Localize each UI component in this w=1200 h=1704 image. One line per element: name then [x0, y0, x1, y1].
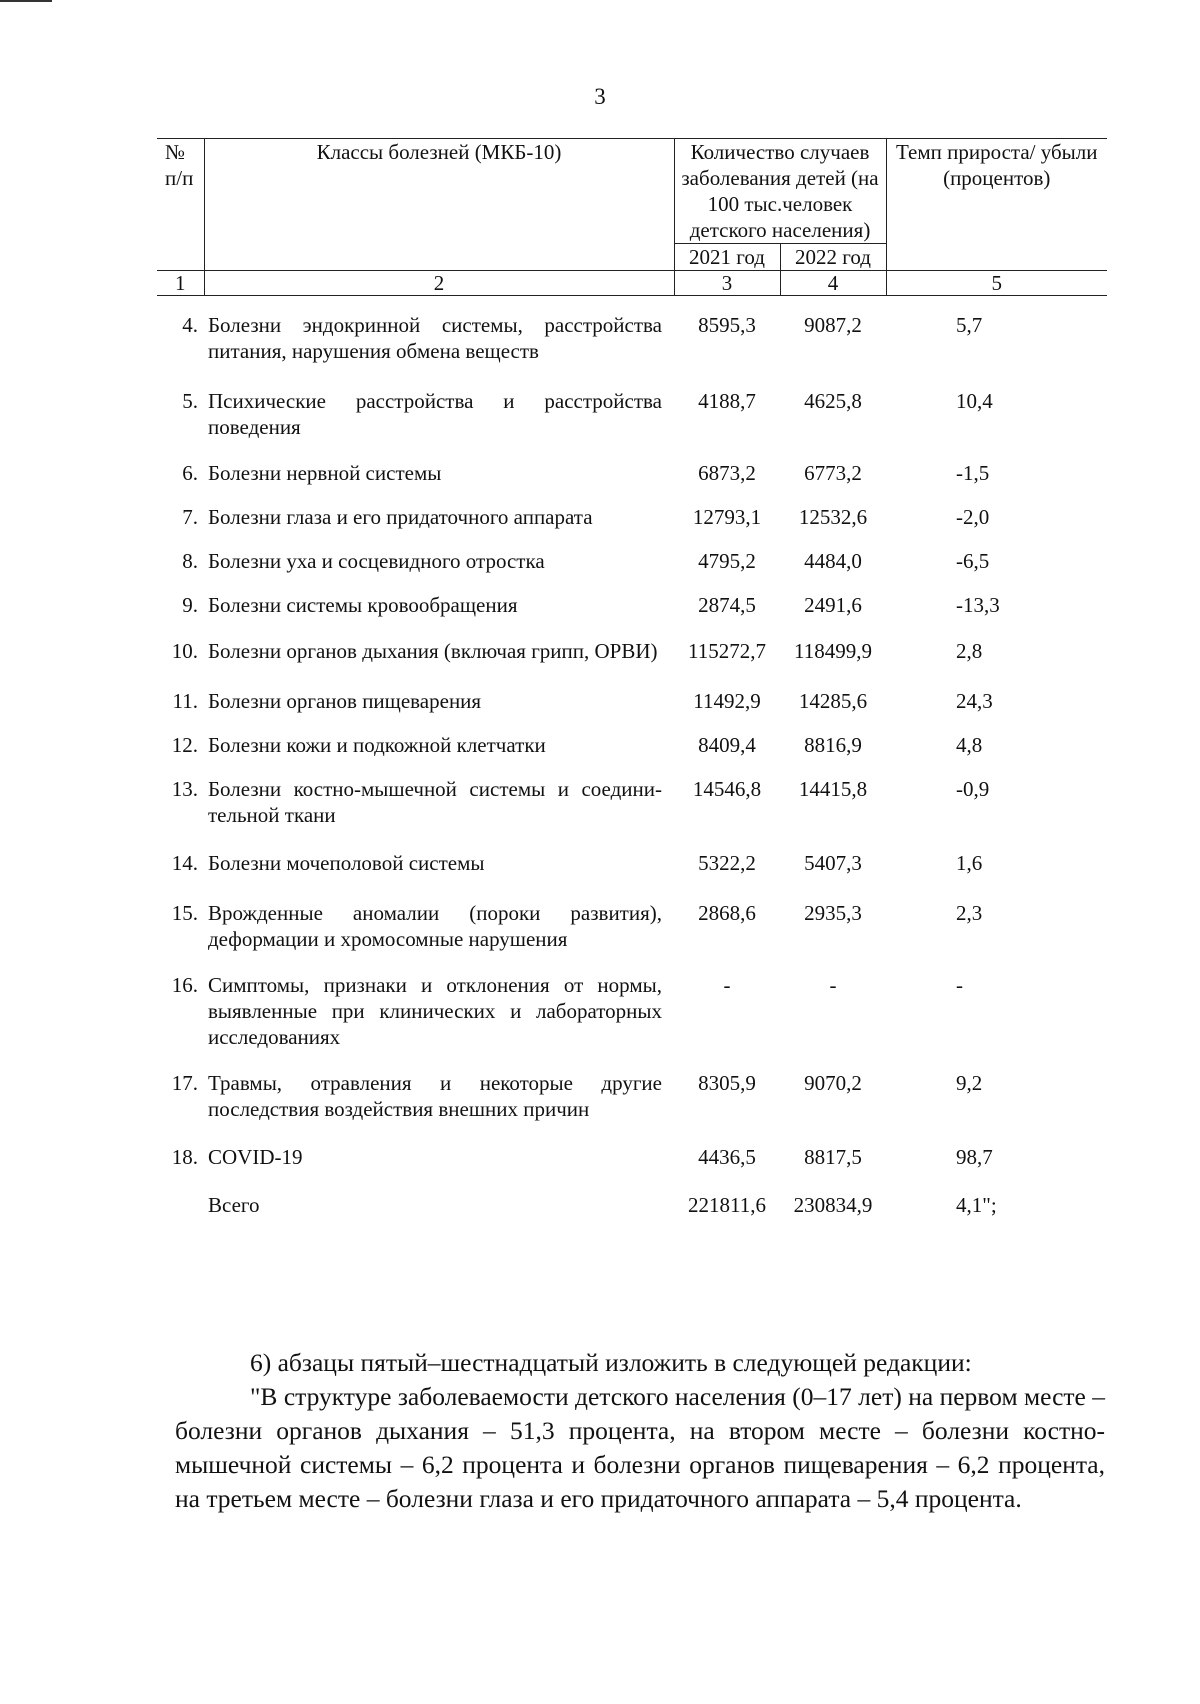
- table-row: [157, 688, 1107, 714]
- value-2022: 9087,2: [804, 313, 862, 337]
- row-number: [157, 1192, 204, 1218]
- value-2021: 2868,6: [698, 901, 756, 925]
- paragraph-amendment: 6) абзацы пятый–шестнадцатый изложить в следующей редакции:: [250, 1348, 972, 1377]
- value-2022: 8817,5: [804, 1145, 862, 1169]
- table-row: [157, 460, 1107, 486]
- row-spacer: [157, 952, 1107, 972]
- growth-rate: -0,9: [956, 777, 990, 801]
- value-2022: 2491,6: [804, 593, 862, 617]
- value-2022: 14415,8: [798, 777, 868, 801]
- value-2021: 12793,1: [692, 505, 762, 529]
- table-body: [157, 296, 1107, 1219]
- header-year-2022: 2022 год: [780, 244, 886, 271]
- row-spacer: [157, 876, 1107, 900]
- value-2022: 5407,3: [804, 851, 862, 875]
- growth-rate: -13,3: [956, 593, 1000, 617]
- row-spacer: [157, 1050, 1107, 1070]
- disease-class: Всего: [208, 1193, 260, 1217]
- disease-class: Болезни органов дыхания (включая грипп, ОРВИ): [208, 639, 658, 663]
- value-2022: 14285,6: [798, 689, 868, 713]
- table-row: [157, 312, 1107, 364]
- table-row: [157, 388, 1107, 440]
- row-number: 8.: [182, 549, 198, 573]
- value-2021: 8409,4: [698, 733, 756, 757]
- value-2022: -: [829, 973, 837, 997]
- row-number: 16.: [171, 973, 198, 997]
- row-number: 18.: [171, 1145, 198, 1169]
- row-spacer: [157, 486, 1107, 504]
- header-rate: Темп прироста/ убыли (процентов): [886, 139, 1107, 271]
- growth-rate: 9,2: [956, 1071, 983, 1095]
- row-number: 13.: [171, 777, 198, 801]
- row-spacer: [157, 530, 1107, 548]
- row-number: 12.: [171, 733, 198, 757]
- value-2021: 6873,2: [698, 461, 756, 485]
- row-number: 14.: [171, 851, 198, 875]
- growth-rate: 98,7: [956, 1145, 993, 1169]
- value-2022: 9070,2: [804, 1071, 862, 1095]
- disease-class: Симптомы, признаки и отклонения от нормы, выявленные при клинических и лабораторных исследованиях: [208, 973, 662, 1049]
- header-class: Классы болезней (МКБ-10): [204, 139, 674, 271]
- table-row: [157, 548, 1107, 574]
- row-spacer: [157, 618, 1107, 638]
- header-num: № п/п: [157, 139, 204, 271]
- disease-class: Болезни уха и сосцевидного отростка: [208, 549, 545, 573]
- growth-rate: 5,7: [956, 313, 983, 337]
- disease-class: Болезни костно-мышечной системы и соедини-тельной ткани: [208, 777, 662, 827]
- table-row: [157, 638, 1107, 664]
- disease-class: Болезни мочеполовой системы: [208, 851, 485, 875]
- row-spacer: [157, 574, 1107, 592]
- body-text: [175, 1346, 1105, 1516]
- header-year-2021: 2021 год: [674, 244, 780, 271]
- row-spacer: [157, 828, 1107, 850]
- paragraph-structure: "В структуре заболеваемости детского населения (0–17 лет) на первом месте – болезни органов дыхания – 51,3 процента, на втором месте – болезни костно-мышечной системы – 6,2 процента и болезни органов пищеварения – 6,2 процента, на третьем месте – болезни глаза и его придаточного аппарата – 5,4 процента.: [175, 1382, 1105, 1513]
- growth-rate: -6,5: [956, 549, 990, 573]
- growth-rate: -: [956, 973, 963, 997]
- row-number: 5.: [182, 389, 198, 413]
- row-number: 15.: [171, 901, 198, 925]
- value-2022: 4625,8: [804, 389, 862, 413]
- row-number: 17.: [171, 1071, 198, 1095]
- row-number: 9.: [182, 593, 198, 617]
- growth-rate: 2,8: [956, 639, 983, 663]
- growth-rate: 24,3: [956, 689, 993, 713]
- value-2022: 230834,9: [793, 1193, 873, 1217]
- table-row: [157, 592, 1107, 618]
- disease-class: Болезни эндокринной системы, расстройства питания, нарушения обмена веществ: [208, 313, 662, 363]
- table-row: [157, 972, 1107, 1050]
- morbidity-table: [157, 138, 1107, 1218]
- row-spacer: [157, 364, 1107, 388]
- table-row: [157, 504, 1107, 530]
- column-number: 3: [674, 271, 780, 296]
- growth-rate: 10,4: [956, 389, 993, 413]
- table-row: [157, 850, 1107, 876]
- row-number: 11.: [172, 689, 198, 713]
- value-2021: -: [723, 973, 731, 997]
- value-2022: 8816,9: [804, 733, 862, 757]
- growth-rate: 4,1";: [956, 1193, 997, 1217]
- disease-class: Болезни органов пищеварения: [208, 689, 482, 713]
- growth-rate: -2,0: [956, 505, 990, 529]
- column-number: 1: [157, 271, 204, 296]
- row-spacer: [157, 440, 1107, 460]
- growth-rate: 1,6: [956, 851, 983, 875]
- growth-rate: 2,3: [956, 901, 983, 925]
- row-spacer: [157, 714, 1107, 732]
- value-2021: 4436,5: [698, 1145, 756, 1169]
- value-2022: 4484,0: [804, 549, 862, 573]
- value-2021: 221811,6: [688, 1193, 766, 1217]
- table-row: [157, 1144, 1107, 1170]
- growth-rate: -1,5: [956, 461, 990, 485]
- disease-class: Врожденные аномалии (пороки развития), деформации и хромосомные нарушения: [208, 901, 662, 951]
- row-number: 10.: [171, 639, 198, 663]
- disease-class: Болезни кожи и подкожной клетчатки: [208, 733, 546, 757]
- table-row: [157, 1192, 1107, 1218]
- value-2021: 14546,8: [692, 777, 762, 801]
- disease-class: Болезни глаза и его придаточного аппарата: [208, 505, 593, 529]
- page-number: 3: [594, 84, 606, 109]
- value-2021: 115272,7: [688, 639, 766, 663]
- value-2022: 2935,3: [804, 901, 862, 925]
- table-row: [157, 776, 1107, 828]
- row-spacer: [157, 1170, 1107, 1192]
- growth-rate: 4,8: [956, 733, 983, 757]
- row-number: 6.: [182, 461, 198, 485]
- disease-class: Психические расстройства и расстройства поведения: [208, 389, 662, 439]
- row-spacer: [157, 664, 1107, 688]
- disease-class: Болезни системы кровообращения: [208, 593, 518, 617]
- value-2022: 6773,2: [804, 461, 862, 485]
- row-spacer: [157, 296, 1107, 313]
- value-2021: 4188,7: [698, 389, 756, 413]
- row-spacer: [157, 758, 1107, 776]
- row-number: 7.: [182, 505, 198, 529]
- value-2022: 12532,6: [798, 505, 868, 529]
- value-2022: 118499,9: [794, 639, 872, 663]
- disease-class: Болезни нервной системы: [208, 461, 442, 485]
- column-number: 5: [886, 271, 1107, 296]
- value-2021: 8305,9: [698, 1071, 756, 1095]
- column-number: 4: [780, 271, 886, 296]
- row-spacer: [157, 1122, 1107, 1144]
- disease-class: Травмы, отравления и некоторые другие последствия воздействия внешних причин: [208, 1071, 662, 1121]
- table-row: [157, 1070, 1107, 1122]
- value-2021: 5322,2: [698, 851, 756, 875]
- value-2021: 11492,9: [693, 689, 761, 713]
- header-count: Количество случаев заболевания детей (на 100 тыс.человек детского населения): [674, 139, 886, 244]
- table-row: [157, 732, 1107, 758]
- value-2021: 4795,2: [698, 549, 756, 573]
- page-edge-mark: [0, 0, 52, 2]
- disease-class: COVID-19: [208, 1145, 303, 1169]
- row-number: 4.: [182, 313, 198, 337]
- value-2021: 2874,5: [698, 593, 756, 617]
- value-2021: 8595,3: [698, 313, 756, 337]
- table-row: [157, 900, 1107, 952]
- column-number: 2: [204, 271, 674, 296]
